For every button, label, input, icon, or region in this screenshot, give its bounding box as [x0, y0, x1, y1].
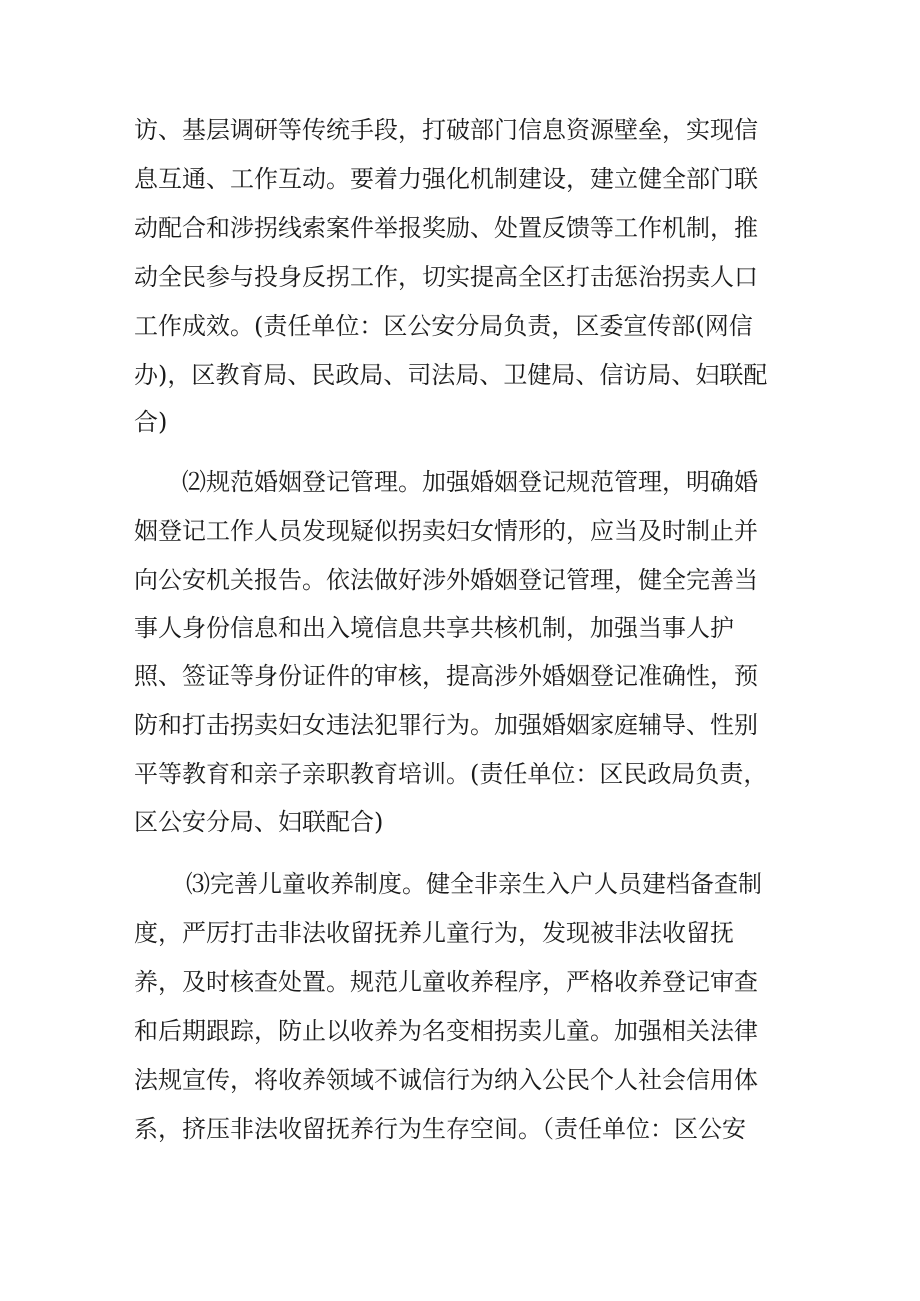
text-line: 姻登记工作人员发现疑似拐卖妇女情形的，应当及时制止并 — [134, 517, 758, 545]
text-line: 防和打击拐卖妇女违法犯罪行为。加强婚姻家庭辅导、性别 — [134, 711, 758, 739]
text-line: 办)，区教育局、民政局、司法局、卫健局、信访局、妇联配 — [134, 361, 768, 389]
text-line: 动全民参与投身反拐工作，切实提高全区打击惩治拐卖人口 — [134, 263, 758, 291]
text-line: ⑵规范婚姻登记管理。加强婚姻登记规范管理，明确婚 — [182, 468, 758, 496]
text-line: 和后期跟踪，防止以收养为名变相拐卖儿童。加强相关法律 — [134, 1017, 758, 1045]
text-line: 工作成效。(责任单位：区公安分局负责，区委宣传部(网信 — [134, 312, 753, 340]
text-line: 养，及时核查处置。规范儿童收养程序，严格收养登记审查 — [134, 968, 758, 996]
text-line: 合) — [134, 408, 168, 436]
text-line: 平等教育和亲子亲职教育培训。(责任单位：区民政局负责， — [134, 760, 768, 788]
text-line: 度，严厉打击非法收留抚养儿童行为，发现被非法收留抚 — [134, 919, 734, 947]
text-line: 向公安机关报告。依法做好涉外婚姻登记管理，健全完善当 — [134, 566, 758, 594]
text-line: 访、基层调研等传统手段，打破部门信息资源壁垒，实现信 — [134, 116, 758, 144]
text-line: 区公安分局、妇联配合) — [134, 808, 384, 836]
text-line: 系，挤压非法收留抚养行为生存空间。（责任单位：区公安 — [134, 1115, 746, 1143]
text-line: 照、签证等身份证件的审核，提高涉外婚姻登记准确性，预 — [134, 662, 758, 690]
text-line: 息互通、工作互动。要着力强化机制建设，建立健全部门联 — [134, 165, 758, 193]
text-line: 事人身份信息和出入境信息共享共核机制，加强当事人护 — [134, 614, 734, 642]
text-line: ⑶完善儿童收养制度。健全非亲生入户人员建档备查制 — [186, 870, 762, 898]
text-line: 动配合和涉拐线索案件举报奖励、处置反馈等工作机制，推 — [134, 214, 758, 242]
text-line: 法规宣传，将收养领域不诚信行为纳入公民个人社会信用体 — [134, 1066, 758, 1094]
